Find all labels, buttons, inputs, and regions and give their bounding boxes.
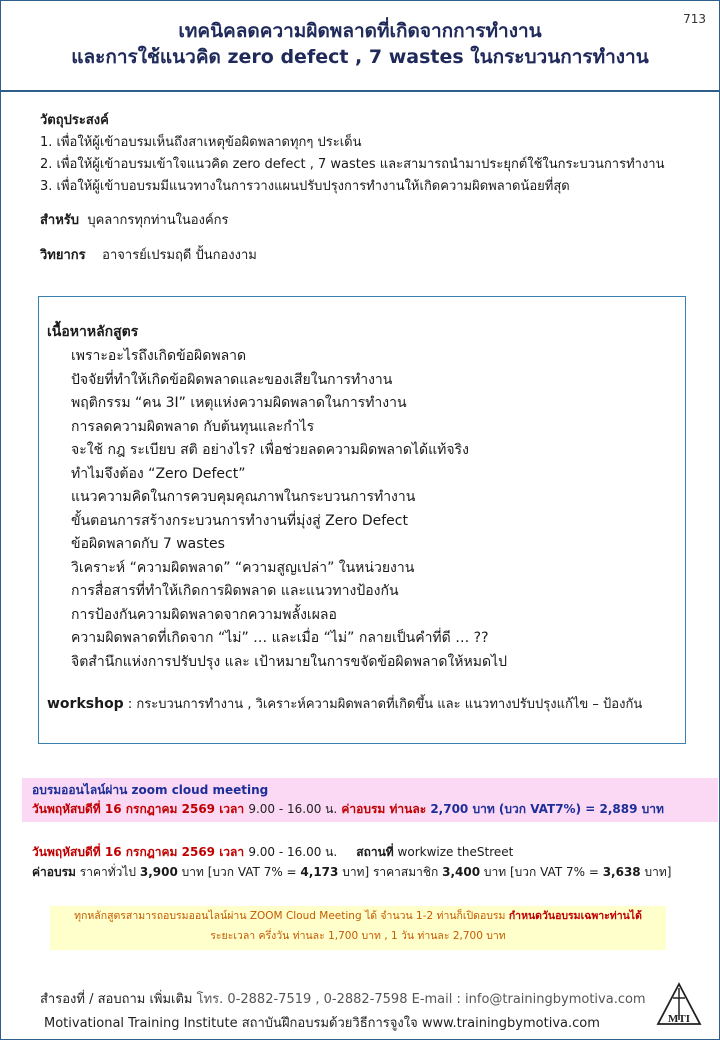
onsite-fee: [32, 862, 671, 882]
logo-text: MTI: [668, 1013, 690, 1025]
audience-value: บุคลากรทุกท่านในองค์กร: [87, 213, 229, 228]
fee-end: บาท]: [640, 865, 672, 879]
title-divider: [0, 90, 720, 92]
email-link[interactable]: E-mail : info@trainingbymotiva.com: [407, 992, 646, 1007]
objective-item: 1. เพื่อให้ผู้เข้าอบรมเห็นถึงสาเหตุข้อผิดพลาดทุกๆ ประเด็น: [40, 135, 362, 150]
content-item: ความผิดพลาดที่เกิดจาก “ไม่” … และเมื่อ “ไม่” กลายเป็นคำที่ดี … ??: [71, 630, 489, 646]
speaker-label: วิทยากร: [40, 248, 86, 263]
phone-numbers: โทร. 0-2882-7519 , 0-2882-7598: [192, 992, 408, 1007]
speaker-value: อาจารย์เปรมฤดี ปั้นกองงาม: [102, 248, 257, 263]
content-item: แนวความคิดในการควบคุมคุณภาพในกระบวนการทำงาน: [71, 489, 416, 505]
content-heading: เนื้อหาหลักสูตร: [47, 324, 139, 340]
content-item: ข้อผิดพลาดกับ 7 wastes: [71, 536, 225, 552]
workshop-text: : กระบวนการทำงาน , วิเคราะห์ความผิดพลาดที่เกิดขึ้น และ แนวทางปรับปรุงแก้ไข – ป้องกัน: [123, 697, 643, 712]
objectives-section: [40, 110, 665, 198]
onsite-schedule: [32, 842, 671, 862]
notice-highlight: กำหนดวันอบรมเฉพาะท่านได้: [508, 910, 642, 922]
title-line-1: เทคนิคลดความผิดพลาดที่เกิดจากการทำงาน: [178, 20, 542, 42]
fee-general-label: ราคาทั่วไป: [75, 865, 140, 879]
mti-logo-icon: [656, 982, 702, 1026]
course-title: [0, 18, 720, 70]
page-number: 713: [683, 12, 706, 26]
course-content-box: [38, 296, 686, 744]
content-item: การสื่อสารที่ทำให้เกิดการผิดพลาด และแนวทางป้องกัน: [71, 583, 399, 599]
notice-text: ทุกหลักสูตรสามารถอบรมออนไลน์ผ่าน ZOOM Cloud Meeting ได้ จำนวน 1-2 ท่านก็เปิดอบรม: [74, 910, 509, 922]
inquiry-label: สำรองที่ / สอบถาม เพิ่มเติม: [40, 992, 193, 1007]
content-item: ขั้นตอนการสร้างกระบวนการทำงานที่มุ่งสู่ Zero Defect: [71, 512, 408, 529]
content-item: จิตสำนึกแห่งการปรับปรุง และ เป้าหมายในการขจัดข้อผิดพลาดให้หมดไป: [71, 653, 508, 670]
content-item: พฤติกรรม “คน 3I” เหตุแห่งความผิดพลาดในการทำงาน: [71, 395, 407, 411]
contact-row: [40, 988, 646, 1009]
content-item: ปัจจัยที่ทำให้เกิดข้อผิดพลาดและของเสียในการทำงาน: [71, 371, 393, 388]
fee-general: 3,900: [139, 865, 178, 879]
content-item: การป้องกันความผิดพลาดจากความพลั้งเผลอ: [71, 606, 337, 623]
content-item: ทำไมจึงต้อง “Zero Defect”: [71, 465, 246, 482]
objective-item: 3. เพื่อให้ผู้เข้าบอบรมมีแนวทางในการวางแผนปรับปรุงการทำงานให้เกิดความผิดพลาดน้อยที่สุด: [40, 179, 570, 194]
audience-label: สำหรับ: [40, 213, 80, 228]
content-item: จะใช้ กฎ ระเบียบ สติ อย่างไร? เพื่อช่วยลดความผิดพลาดได้แท้จริง: [71, 442, 469, 458]
online-heading: อบรมออนไลน์ผ่าน zoom cloud meeting: [32, 783, 269, 797]
objective-item: 2. เพื่อให้ผู้เข้าอบรมเข้าใจแนวคิด zero defect , 7 wastes และสามารถนำมาประยุกต์ใช้ในกระบวนการทำงาน: [40, 157, 665, 172]
onsite-place-label: สถานที่: [356, 845, 394, 859]
onsite-fee-label: ค่าอบรม: [32, 865, 76, 879]
online-training-banner: [22, 778, 718, 822]
workshop-row: [47, 693, 642, 714]
fee-member: 3,400: [442, 865, 481, 879]
institute-row: Motivational Training Institute สถาบันฝึกอบรมด้วยวิธีการจูงใจ www.trainingbymotiva.com: [44, 1016, 600, 1031]
content-item: การลดความผิดพลาด กับต้นทุนและกำไร: [71, 418, 315, 435]
online-time: 9.00 - 16.00 น.: [248, 802, 338, 816]
objectives-heading: วัตถุประสงค์: [40, 113, 109, 128]
online-fee-label: ค่าอบรม ท่านละ: [337, 802, 431, 816]
fee-general-vat: บาท [บวก VAT 7% =: [177, 865, 301, 879]
online-fee: 2,700 บาท (บวก VAT7%) = 2,889 บาท: [430, 802, 664, 816]
onsite-time-label: เวลา: [215, 845, 249, 859]
notice-line-2: ระยะเวลา ครึ่งวัน ท่านละ 1,700 บาท , 1 วัน ท่านละ 2,700 บาท: [210, 930, 506, 942]
fee-member-label: บาท] ราคาสมาชิก: [338, 865, 443, 879]
online-date: วันพฤหัสบดีที่ 16 กรกฎาคม 2569: [32, 802, 216, 816]
content-list: [71, 345, 507, 674]
audience-row: [40, 210, 229, 232]
workshop-label: workshop: [47, 696, 124, 712]
onsite-date: วันพฤหัสบดีที่ 16 กรกฎาคม 2569: [32, 845, 216, 859]
online-details: [32, 800, 708, 819]
fee-general-total: 4,173: [300, 865, 339, 879]
onsite-time: 9.00 - 16.00 น.: [248, 845, 338, 859]
title-line-2: และการใช้แนวคิด zero defect , 7 wastes ในกระบวนการทำงาน: [71, 46, 649, 68]
content-item: วิเคราะห์ “ความผิดพลาด” “ความสูญเปล่า” ในหน่วยงาน: [71, 559, 415, 576]
onsite-training-info: [32, 842, 671, 882]
online-time-label: เวลา: [215, 802, 249, 816]
content-item: เพราะอะไรถึงเกิดข้อผิดพลาด: [71, 348, 247, 364]
onsite-place: workwize theStreet: [393, 845, 514, 859]
notice-line-1: [50, 906, 666, 926]
speaker-row: [40, 245, 257, 267]
fee-member-total: 3,638: [602, 865, 641, 879]
online-notice-banner: [50, 906, 666, 950]
fee-member-vat: บาท [บวก VAT 7% =: [480, 865, 603, 879]
